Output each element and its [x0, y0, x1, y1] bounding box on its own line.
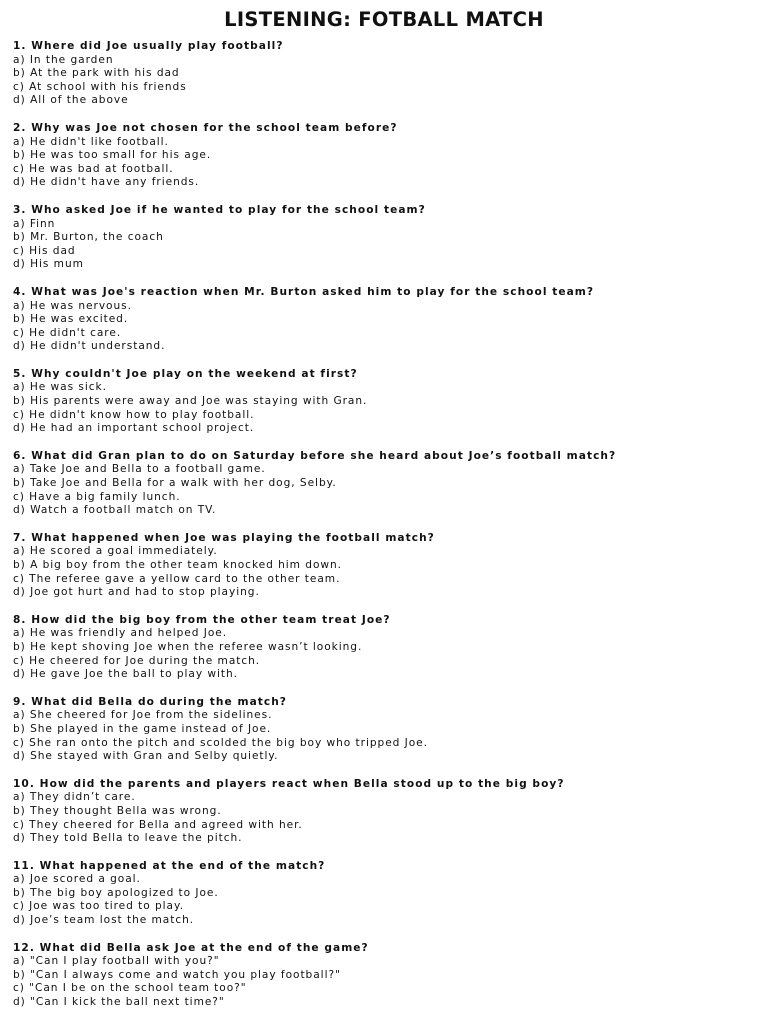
option-c: c) Joe was too tired to play. [13, 900, 185, 913]
question-text: 4. What was Joe's reaction when Mr. Burton asked him to play for the school team? [13, 285, 595, 298]
question-11 [13, 860, 763, 928]
option-b: b) His parents were away and Joe was staying with Gran. [13, 395, 368, 408]
question-text: 11. What happened at the end of the match? [13, 859, 326, 872]
option-d: d) He gave Joe the ball to play with. [13, 668, 238, 681]
option-a: a) They didn’t care. [13, 791, 136, 804]
option-a: a) He scored a goal immediately. [13, 545, 218, 558]
option-a: a) In the garden [13, 53, 114, 66]
option-a: a) He was sick. [13, 381, 107, 394]
question-text: 8. How did the big boy from the other team treat Joe? [13, 613, 391, 626]
option-c: c) His dad [13, 244, 76, 257]
question-6 [13, 450, 763, 518]
option-c: c) He didn't know how to play football. [13, 408, 255, 421]
question-text: 9. What did Bella do during the match? [13, 695, 287, 708]
option-a: a) Take Joe and Bella to a football game. [13, 463, 266, 476]
question-9 [13, 696, 763, 764]
option-d: d) His mum [13, 258, 84, 271]
question-text: 10. How did the parents and players react when Bella stood up to the big boy? [13, 777, 565, 790]
option-c: c) They cheered for Bella and agreed with her. [13, 818, 303, 831]
option-d: d) Joe’s team lost the match. [13, 914, 195, 927]
option-c: c) He was bad at football. [13, 162, 174, 175]
option-d: d) She stayed with Gran and Selby quietly. [13, 750, 279, 763]
question-text: 5. Why couldn't Joe play on the weekend at first? [13, 367, 358, 380]
question-2 [13, 122, 763, 190]
option-b: b) "Can I always come and watch you play football?" [13, 968, 341, 981]
option-d: d) All of the above [13, 94, 129, 107]
option-a: a) "Can I play football with you?" [13, 955, 220, 968]
option-b: b) At the park with his dad [13, 67, 180, 80]
option-b: b) He was excited. [13, 313, 129, 326]
question-text: 6. What did Gran plan to do on Saturday before she heard about Joe’s football match? [13, 449, 617, 462]
option-d: d) He had an important school project. [13, 422, 255, 435]
question-5 [13, 368, 763, 436]
question-text: 2. Why was Joe not chosen for the school team before? [13, 121, 398, 134]
option-b: b) A big boy from the other team knocked him down. [13, 559, 342, 571]
worksheet-title: LISTENING: FOTBALL MATCH [224, 8, 544, 31]
option-d: d) "Can I kick the ball next time?" [13, 996, 225, 1009]
option-b: b) Take Joe and Bella for a walk with her dog, Selby. [13, 477, 337, 490]
question-list [13, 40, 763, 1024]
option-c: c) At school with his friends [13, 80, 187, 93]
option-b: b) He was too small for his age. [13, 149, 212, 162]
option-d: d) He didn't have any friends. [13, 176, 200, 189]
option-d: d) They told Bella to leave the pitch. [13, 832, 243, 845]
option-b: b) Mr. Burton, the coach [13, 231, 164, 244]
option-c: c) Have a big family lunch. [13, 490, 181, 503]
option-d: d) He didn't understand. [13, 340, 166, 353]
question-8 [13, 614, 763, 682]
option-b: b) He kept shoving Joe when the referee wasn’t looking. [13, 640, 363, 653]
question-text: 12. What did Bella ask Joe at the end of the game? [13, 941, 369, 954]
option-b: b) She played in the game instead of Joe. [13, 722, 272, 735]
option-a: a) Joe scored a goal. [13, 873, 141, 886]
option-c: c) He didn't care. [13, 326, 122, 339]
option-c: c) The referee gave a yellow card to the other team. [13, 572, 341, 585]
question-7 [13, 532, 763, 600]
option-c: c) "Can I be on the school team too?" [13, 982, 247, 995]
question-12 [13, 942, 763, 1010]
question-3 [13, 204, 763, 272]
option-b: b) They thought Bella was wrong. [13, 804, 222, 817]
option-c: c) He cheered for Joe during the match. [13, 654, 261, 667]
question-1 [13, 40, 763, 108]
option-a: a) He was friendly and helped Joe. [13, 627, 228, 640]
option-a: a) Finn [13, 217, 56, 230]
question-text: 1. Where did Joe usually play football? [13, 40, 284, 52]
option-a: a) He was nervous. [13, 299, 132, 312]
question-10 [13, 778, 763, 846]
option-a: a) He didn't like football. [13, 135, 169, 148]
question-text: 3. Who asked Joe if he wanted to play for the school team? [13, 203, 426, 216]
question-4 [13, 286, 763, 354]
option-d: d) Joe got hurt and had to stop playing. [13, 586, 260, 599]
question-text: 7. What happened when Joe was playing the football match? [13, 531, 435, 544]
option-a: a) She cheered for Joe from the sidelines. [13, 709, 273, 722]
option-d: d) Watch a football match on TV. [13, 504, 217, 517]
option-b: b) The big boy apologized to Joe. [13, 886, 219, 899]
option-c: c) She ran onto the pitch and scolded the big boy who tripped Joe. [13, 736, 428, 749]
